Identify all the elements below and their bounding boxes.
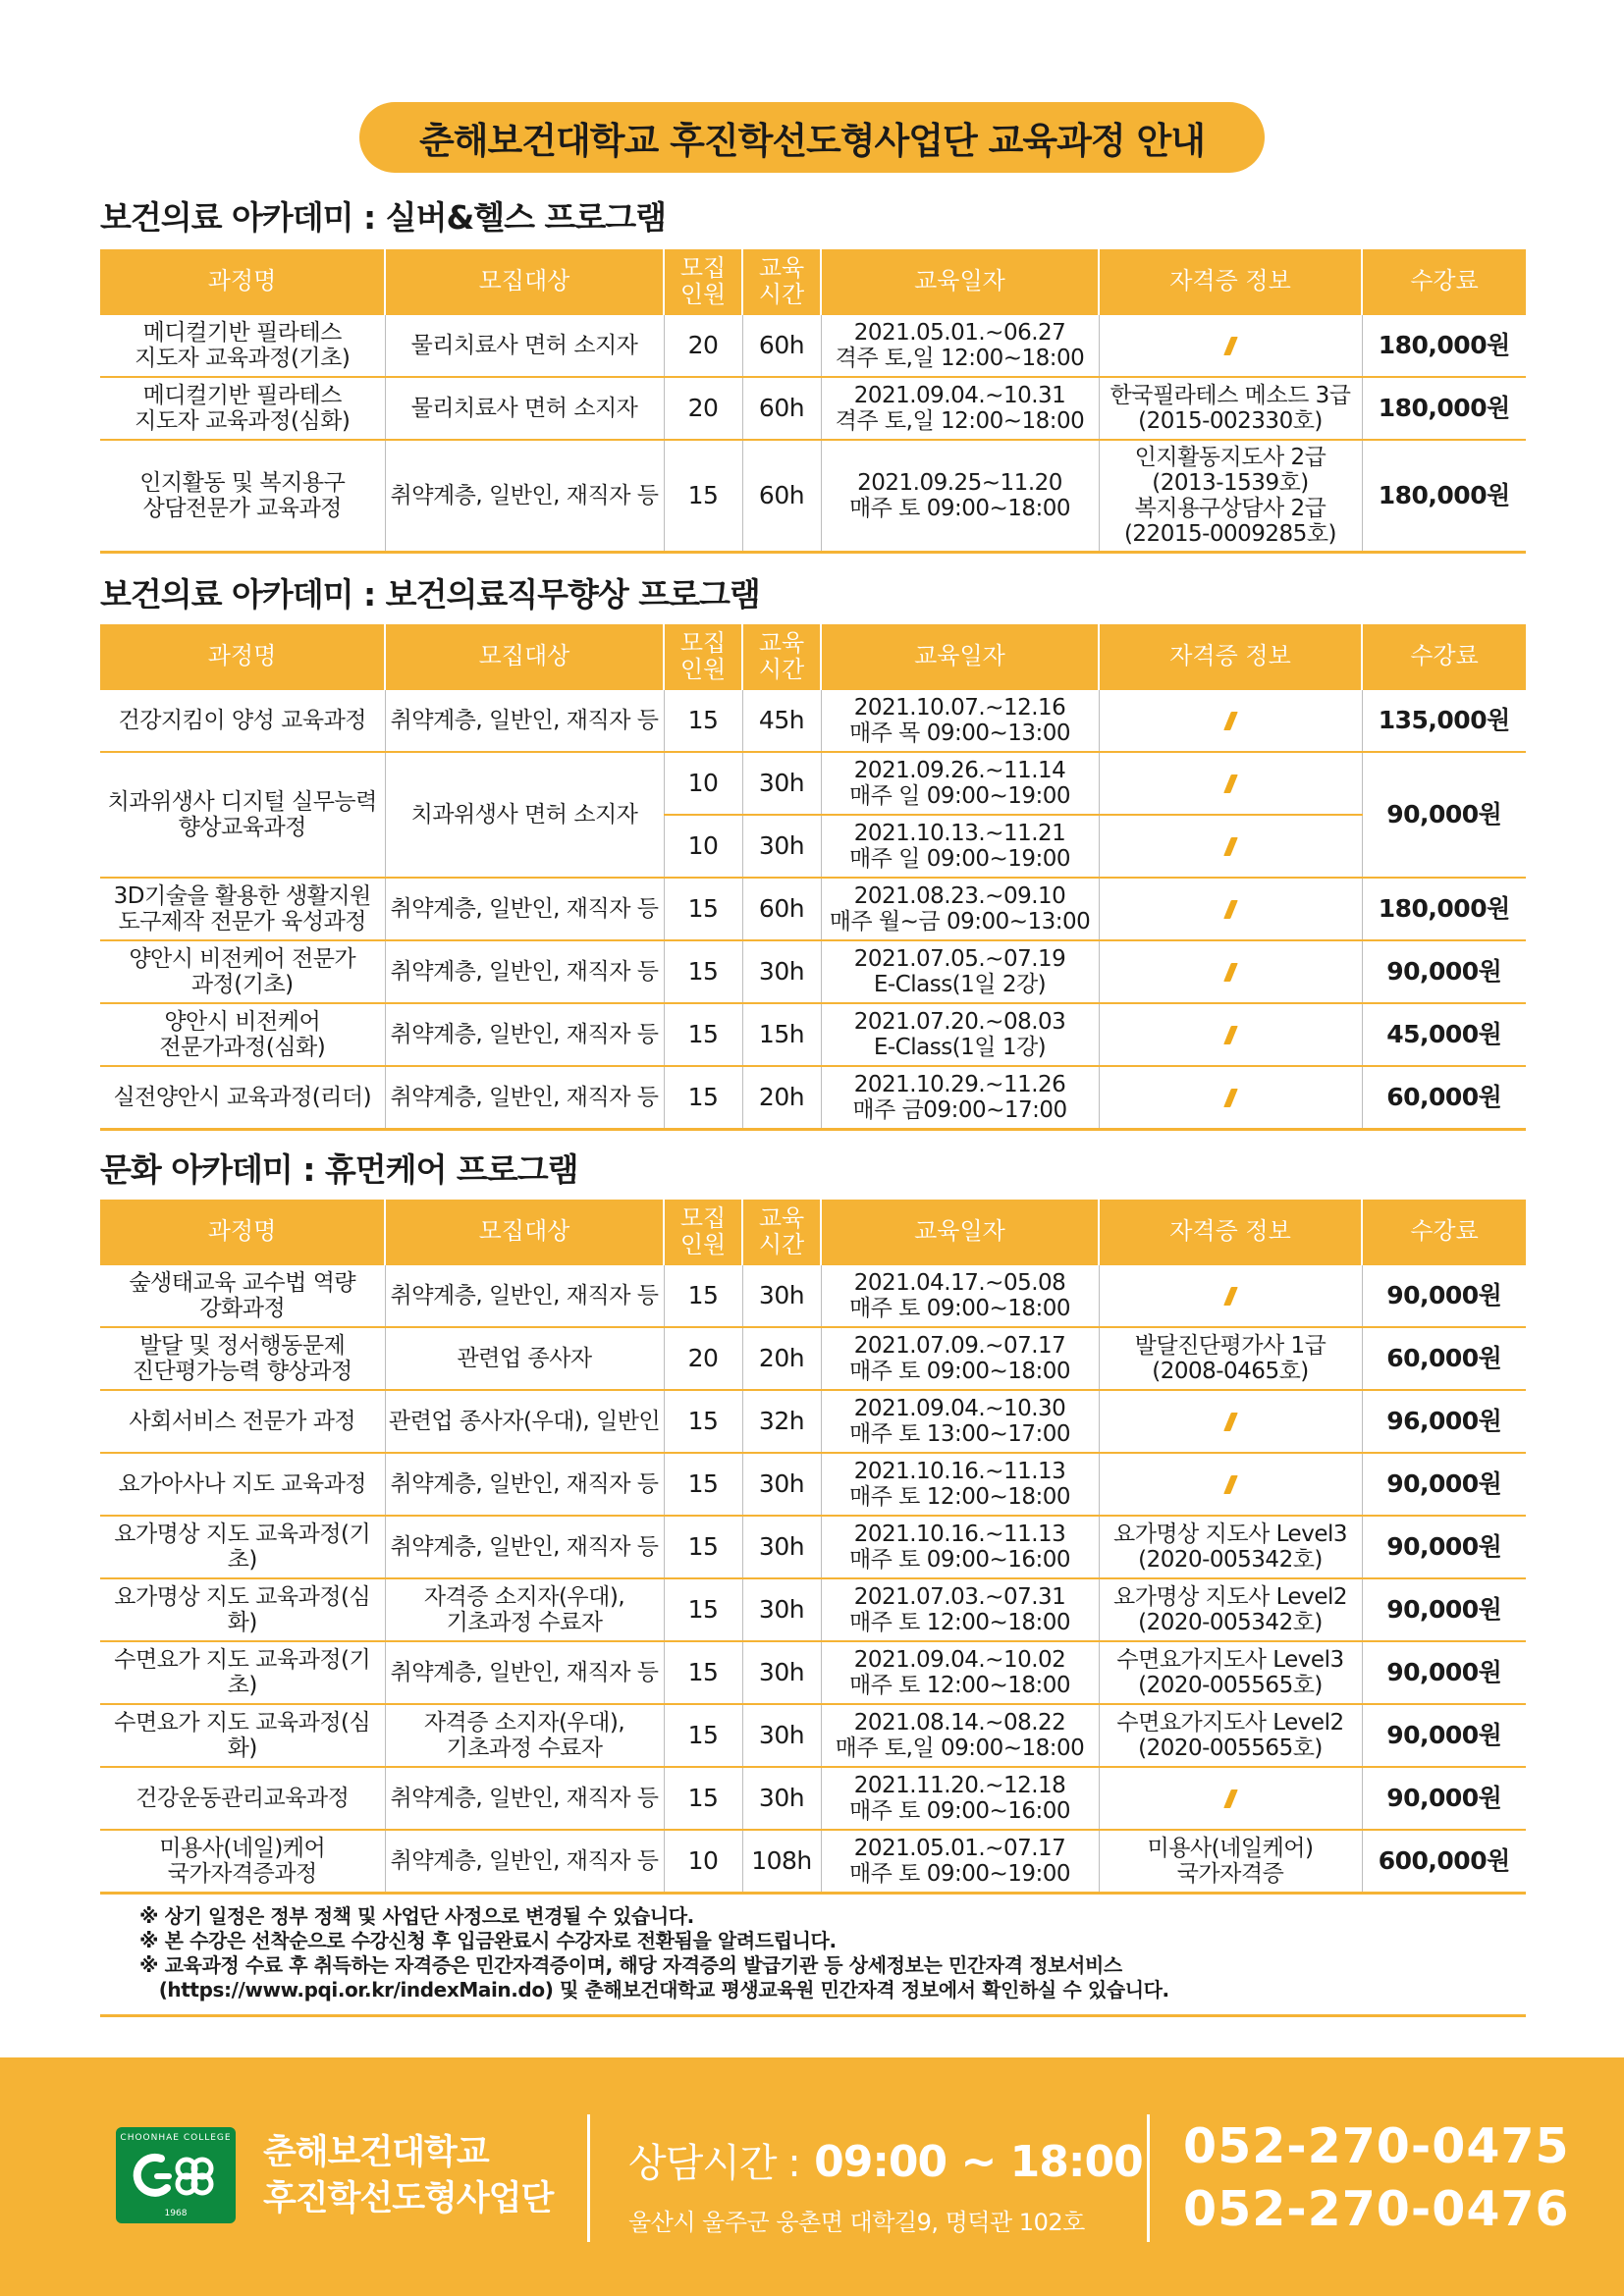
cell-cert: 발달진단평가사 1급 (2008-0465호): [1099, 1327, 1362, 1390]
table-row: [100, 1003, 1526, 1066]
cell-schedule: 2021.07.03.~07.31 매주 토 12:00~18:00: [821, 1578, 1099, 1641]
cell-cert: [1099, 752, 1362, 815]
cell-fee: 90,000원: [1362, 1453, 1526, 1516]
cell-course: 요가명상 지도 교육과정(심화): [100, 1578, 385, 1641]
cell-capacity: 10: [664, 1830, 742, 1893]
cell-cert: 미용사(네일케어) 국가자격증: [1099, 1830, 1362, 1893]
cell-schedule: 2021.09.04.~10.31 격주 토,일 12:00~18:00: [821, 377, 1099, 440]
cell-course: 건강운동관리교육과정: [100, 1767, 385, 1830]
cell-cert: 인지활동지도사 2급 (2013-1539호) 복지용구상담사 2급 (22015-0009285호): [1099, 440, 1362, 552]
cell-course: 수면요가 지도 교육과정(심화): [100, 1704, 385, 1767]
cell-capacity: 10: [664, 752, 742, 815]
cell-fee: 90,000원: [1362, 940, 1526, 1003]
cell-schedule: 2021.08.14.~08.22 매주 토,일 09:00~18:00: [821, 1704, 1099, 1767]
cell-schedule: 2021.09.26.~11.14 매주 일 09:00~19:00: [821, 752, 1099, 815]
table-row: [100, 940, 1526, 1003]
cell-course: 요가아사나 지도 교육과정: [100, 1453, 385, 1516]
cell-cert: [1099, 940, 1362, 1003]
slash-mark-icon: [1223, 900, 1238, 919]
column-header-hours: 교육 시간: [742, 624, 821, 689]
column-header-target: 모집대상: [385, 249, 664, 314]
column-header-course: 과정명: [100, 249, 385, 314]
logo-emblem-icon: [132, 2147, 220, 2206]
cell-capacity: 15: [664, 440, 742, 552]
cell-target: 취약계층, 일반인, 재직자 등: [385, 1066, 664, 1129]
cell-target: 취약계층, 일반인, 재직자 등: [385, 440, 664, 552]
cell-course: 치과위생사 디지털 실무능력 향상교육과정: [100, 752, 385, 878]
cell-target: 물리치료사 면허 소지자: [385, 314, 664, 377]
note-line: ※ 상기 일정은 정부 정책 및 사업단 사정으로 변경될 수 있습니다.: [139, 1904, 694, 1928]
table-row: [100, 1516, 1526, 1578]
cell-hours: 45h: [742, 689, 821, 752]
course-table-silver-health: [100, 249, 1526, 554]
slash-mark-icon: [1223, 337, 1238, 355]
brand-line-2: 후진학선도형사업단: [263, 2179, 554, 2218]
cell-fee: 90,000원: [1362, 1516, 1526, 1578]
column-header-capacity: 모집 인원: [664, 624, 742, 689]
cell-hours: 108h: [742, 1830, 821, 1893]
cell-cert: [1099, 878, 1362, 940]
cell-course: 메디컬기반 필라테스 지도자 교육과정(기초): [100, 314, 385, 377]
section-heading-1: 보건의료 아카데미 : 실버&헬스 프로그램: [100, 198, 666, 237]
header-row: [100, 249, 1526, 314]
consult-hours-label: 상담시간 :: [628, 2141, 800, 2186]
cell-cert: 요가명상 지도사 Level2 (2020-005342호): [1099, 1578, 1362, 1641]
slash-mark-icon: [1223, 1413, 1238, 1431]
cell-capacity: 20: [664, 377, 742, 440]
cell-fee: 90,000원: [1362, 1767, 1526, 1830]
brand-line-1: 춘해보건대학교: [263, 2133, 489, 2172]
column-header-hours: 교육 시간: [742, 249, 821, 314]
cell-schedule: 2021.09.04.~10.02 매주 토 12:00~18:00: [821, 1641, 1099, 1704]
cell-schedule: 2021.10.16.~11.13 매주 토 09:00~16:00: [821, 1516, 1099, 1578]
cell-schedule: 2021.05.01.~07.17 매주 토 09:00~19:00: [821, 1830, 1099, 1893]
cell-schedule: 2021.07.20.~08.03 E-Class(1일 1강): [821, 1003, 1099, 1066]
column-header-fee: 수강료: [1362, 624, 1526, 689]
cell-capacity: 15: [664, 1003, 742, 1066]
table-row: [100, 1578, 1526, 1641]
slash-mark-icon: [1223, 1789, 1238, 1808]
cell-hours: 30h: [742, 1704, 821, 1767]
cell-hours: 30h: [742, 1453, 821, 1516]
cell-target: 취약계층, 일반인, 재직자 등: [385, 1830, 664, 1893]
consult-hours: [628, 2132, 1143, 2188]
note-line: ※ 본 수강은 선착순으로 수강신청 후 입금완료시 수강자로 전환됨을 알려드립니다.: [139, 1929, 837, 1952]
cell-course: 실전양안시 교육과정(리더): [100, 1066, 385, 1129]
cell-target: 취약계층, 일반인, 재직자 등: [385, 1264, 664, 1327]
cell-target: 관련업 종사자: [385, 1327, 664, 1390]
cell-capacity: 15: [664, 940, 742, 1003]
cell-cert: 요가명상 지도사 Level3 (2020-005342호): [1099, 1516, 1362, 1578]
column-header-fee: 수강료: [1362, 249, 1526, 314]
column-header-schedule: 교육일자: [821, 624, 1099, 689]
cell-hours: 30h: [742, 940, 821, 1003]
cell-schedule: 2021.07.09.~07.17 매주 토 09:00~18:00: [821, 1327, 1099, 1390]
column-header-target: 모집대상: [385, 1200, 664, 1264]
cell-schedule: 2021.07.05.~07.19 E-Class(1일 2강): [821, 940, 1099, 1003]
cell-hours: 30h: [742, 1516, 821, 1578]
cell-fee: 60,000원: [1362, 1327, 1526, 1390]
column-header-cert: 자격증 정보: [1099, 624, 1362, 689]
header-row: [100, 1200, 1526, 1264]
cell-schedule: 2021.10.13.~11.21 매주 일 09:00~19:00: [821, 815, 1099, 878]
table-row: [100, 878, 1526, 940]
cell-fee: 180,000원: [1362, 440, 1526, 552]
slash-mark-icon: [1223, 712, 1238, 730]
cell-target: 자격증 소지자(우대), 기초과정 수료자: [385, 1704, 664, 1767]
column-header-cert: 자격증 정보: [1099, 249, 1362, 314]
cell-capacity: 15: [664, 1264, 742, 1327]
consult-hours-value: 09:00 ~ 18:00: [814, 2137, 1143, 2187]
footer-divider: [1147, 2114, 1150, 2242]
note-line: ※ 교육과정 수료 후 취득하는 자격증은 민간자격증이며, 해당 자격증의 발급기관 등 상세정보는 민간자격 정보서비스: [139, 1953, 1122, 1977]
cell-course: 건강지킴이 양성 교육과정: [100, 689, 385, 752]
cell-hours: 30h: [742, 752, 821, 815]
cell-target: 취약계층, 일반인, 재직자 등: [385, 940, 664, 1003]
table-row: [100, 1453, 1526, 1516]
cell-cert: [1099, 1767, 1362, 1830]
slash-mark-icon: [1223, 1287, 1238, 1306]
cell-hours: 32h: [742, 1390, 821, 1453]
section-heading-3: 문화 아카데미 : 휴먼케어 프로그램: [100, 1150, 578, 1189]
column-header-course: 과정명: [100, 624, 385, 689]
column-header-target: 모집대상: [385, 624, 664, 689]
cell-course: 양안시 비전케어 전문가과정(심화): [100, 1003, 385, 1066]
cell-course: 사회서비스 전문가 과정: [100, 1390, 385, 1453]
cell-capacity: 20: [664, 1327, 742, 1390]
notes-divider: [100, 2014, 1526, 2017]
cell-cert: [1099, 1264, 1362, 1327]
header-row: [100, 624, 1526, 689]
cell-fee: 600,000원: [1362, 1830, 1526, 1893]
cell-fee: 96,000원: [1362, 1390, 1526, 1453]
cell-hours: 30h: [742, 1641, 821, 1704]
cell-hours: 20h: [742, 1066, 821, 1129]
page-title: 춘해보건대학교 후진학선도형사업단 교육과정 안내: [359, 102, 1265, 173]
cell-fee: 90,000원: [1362, 752, 1526, 878]
cell-fee: 90,000원: [1362, 1704, 1526, 1767]
cell-capacity: 15: [664, 689, 742, 752]
cell-target: 관련업 종사자(우대), 일반인: [385, 1390, 664, 1453]
cell-capacity: 15: [664, 1578, 742, 1641]
column-header-course: 과정명: [100, 1200, 385, 1264]
cell-cert: [1099, 689, 1362, 752]
table-row: [100, 1641, 1526, 1704]
cell-target: 치과위생사 면허 소지자: [385, 752, 664, 878]
cell-capacity: 20: [664, 314, 742, 377]
slash-mark-icon: [1223, 1089, 1238, 1107]
cell-capacity: 15: [664, 1641, 742, 1704]
column-header-fee: 수강료: [1362, 1200, 1526, 1264]
cell-course: 메디컬기반 필라테스 지도자 교육과정(심화): [100, 377, 385, 440]
slash-mark-icon: [1223, 774, 1238, 793]
cell-cert: [1099, 1003, 1362, 1066]
slash-mark-icon: [1223, 1475, 1238, 1494]
cell-capacity: 15: [664, 1066, 742, 1129]
cell-schedule: 2021.11.20.~12.18 매주 토 09:00~16:00: [821, 1767, 1099, 1830]
cell-cert: [1099, 1390, 1362, 1453]
cell-schedule: 2021.04.17.~05.08 매주 토 09:00~18:00: [821, 1264, 1099, 1327]
cell-cert: 수면요가지도사 Level3 (2020-005565호): [1099, 1641, 1362, 1704]
cell-fee: 45,000원: [1362, 1003, 1526, 1066]
cell-target: 취약계층, 일반인, 재직자 등: [385, 1453, 664, 1516]
section-heading-2: 보건의료 아카데미 : 보건의료직무향상 프로그램: [100, 575, 760, 614]
column-header-capacity: 모집 인원: [664, 1200, 742, 1264]
cell-cert: 수면요가지도사 Level2 (2020-005565호): [1099, 1704, 1362, 1767]
cell-hours: 60h: [742, 878, 821, 940]
cell-hours: 60h: [742, 314, 821, 377]
course-table-job-improvement: [100, 624, 1526, 1131]
column-header-capacity: 모집 인원: [664, 249, 742, 314]
logo-top-text: CHOONHAE COLLEGE: [120, 2133, 232, 2143]
cell-capacity: 15: [664, 1704, 742, 1767]
cell-cert: [1099, 815, 1362, 878]
cell-hours: 60h: [742, 377, 821, 440]
cell-schedule: 2021.05.01.~06.27 격주 토,일 12:00~18:00: [821, 314, 1099, 377]
column-header-schedule: 교육일자: [821, 249, 1099, 314]
cell-target: 자격증 소지자(우대), 기초과정 수료자: [385, 1578, 664, 1641]
phone-number-1[interactable]: 052-270-0475: [1183, 2118, 1570, 2174]
cell-course: 발달 및 정서행동문제 진단평가능력 향상과정: [100, 1327, 385, 1390]
cell-course: 양안시 비전케어 전문가 과정(기초): [100, 940, 385, 1003]
table-row: [100, 689, 1526, 752]
footer: [0, 2057, 1624, 2296]
cell-capacity: 15: [664, 1390, 742, 1453]
cell-target: 물리치료사 면허 소지자: [385, 377, 664, 440]
column-header-schedule: 교육일자: [821, 1200, 1099, 1264]
cell-cert: 한국필라테스 메소드 3급 (2015-002330호): [1099, 377, 1362, 440]
cell-hours: 30h: [742, 1264, 821, 1327]
course-table-human-care: [100, 1200, 1526, 1895]
table-row: [100, 314, 1526, 377]
table-row: [100, 1830, 1526, 1893]
cell-capacity: 10: [664, 815, 742, 878]
table-row: [100, 1390, 1526, 1453]
cell-target: 취약계층, 일반인, 재직자 등: [385, 1516, 664, 1578]
cell-hours: 15h: [742, 1003, 821, 1066]
cell-course: 미용사(네일)케어 국가자격증과정: [100, 1830, 385, 1893]
cell-schedule: 2021.10.16.~11.13 매주 토 12:00~18:00: [821, 1453, 1099, 1516]
cell-schedule: 2021.08.23.~09.10 매주 월~금 09:00~13:00: [821, 878, 1099, 940]
slash-mark-icon: [1223, 837, 1238, 856]
cell-hours: 30h: [742, 1578, 821, 1641]
slash-mark-icon: [1223, 963, 1238, 982]
notes: [139, 1904, 1514, 2002]
cell-capacity: 15: [664, 1453, 742, 1516]
table-row: [100, 1264, 1526, 1327]
cell-schedule: 2021.09.04.~10.30 매주 토 13:00~17:00: [821, 1390, 1099, 1453]
college-logo: [116, 2127, 236, 2223]
cell-target: 취약계층, 일반인, 재직자 등: [385, 1003, 664, 1066]
cell-course: 인지활동 및 복지용구 상담전문가 교육과정: [100, 440, 385, 552]
cell-fee: 180,000원: [1362, 878, 1526, 940]
cell-course: 요가명상 지도 교육과정(기초): [100, 1516, 385, 1578]
cell-fee: 90,000원: [1362, 1264, 1526, 1327]
cell-fee: 180,000원: [1362, 314, 1526, 377]
cell-fee: 90,000원: [1362, 1641, 1526, 1704]
cell-capacity: 15: [664, 878, 742, 940]
cell-course: 숲생태교육 교수법 역량 강화과정: [100, 1264, 385, 1327]
column-header-hours: 교육 시간: [742, 1200, 821, 1264]
cell-target: 취약계층, 일반인, 재직자 등: [385, 689, 664, 752]
cell-fee: 180,000원: [1362, 377, 1526, 440]
table-row: [100, 1767, 1526, 1830]
address: 울산시 울주군 웅촌면 대학길9, 명덕관 102호: [628, 2209, 1085, 2236]
cell-cert: [1099, 314, 1362, 377]
column-header-cert: 자격증 정보: [1099, 1200, 1362, 1264]
cell-cert: [1099, 1453, 1362, 1516]
cell-capacity: 15: [664, 1516, 742, 1578]
table-row: [100, 1327, 1526, 1390]
table-row: [100, 1066, 1526, 1129]
cell-hours: 30h: [742, 1767, 821, 1830]
cell-course: 3D기술을 활용한 생활지원 도구제작 전문가 육성과정: [100, 878, 385, 940]
cell-target: 취약계층, 일반인, 재직자 등: [385, 1767, 664, 1830]
cell-fee: 60,000원: [1362, 1066, 1526, 1129]
cell-schedule: 2021.09.25~11.20 매주 토 09:00~18:00: [821, 440, 1099, 552]
phone-number-2[interactable]: 052-270-0476: [1183, 2181, 1570, 2237]
brand-name: [263, 2130, 553, 2222]
cell-capacity: 15: [664, 1767, 742, 1830]
cell-hours: 30h: [742, 815, 821, 878]
cell-target: 취약계층, 일반인, 재직자 등: [385, 878, 664, 940]
cell-course: 수면요가 지도 교육과정(기초): [100, 1641, 385, 1704]
cell-fee: 90,000원: [1362, 1578, 1526, 1641]
cell-fee: 135,000원: [1362, 689, 1526, 752]
cell-schedule: 2021.10.29.~11.26 매주 금09:00~17:00: [821, 1066, 1099, 1129]
cell-hours: 60h: [742, 440, 821, 552]
logo-year-text: 1968: [164, 2209, 188, 2218]
slash-mark-icon: [1223, 1026, 1238, 1044]
table-row: [100, 440, 1526, 552]
note-line: (https://www.pqi.or.kr/indexMain.do) 및 춘해보건대학교 평생교육원 민간자격 정보에서 확인하실 수 있습니다.: [139, 1978, 1169, 2002]
table-row: [100, 377, 1526, 440]
table-row: [100, 752, 1526, 815]
cell-target: 취약계층, 일반인, 재직자 등: [385, 1641, 664, 1704]
cell-cert: [1099, 1066, 1362, 1129]
cell-schedule: 2021.10.07.~12.16 매주 목 09:00~13:00: [821, 689, 1099, 752]
table-row: [100, 1704, 1526, 1767]
footer-divider: [587, 2114, 590, 2242]
cell-hours: 20h: [742, 1327, 821, 1390]
